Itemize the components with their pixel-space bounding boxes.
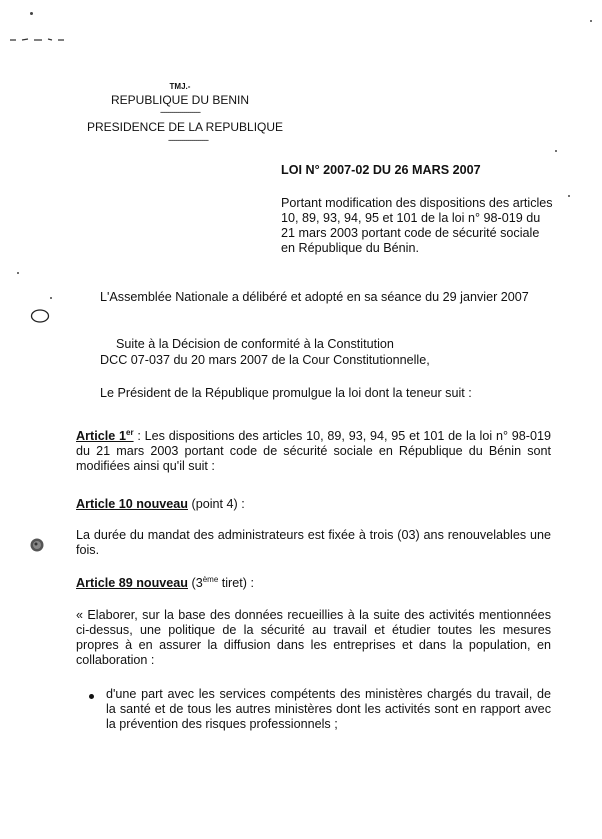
- scan-speck: [568, 195, 570, 197]
- header-country: REPUBLIQUE DU BENIN: [110, 93, 250, 107]
- scan-speck: [30, 12, 33, 15]
- article-10-heading-line: [76, 497, 376, 512]
- article-1-paragraph: [76, 429, 551, 474]
- scan-mark-top-left: [8, 30, 68, 36]
- header-separator: --------------------: [160, 107, 200, 117]
- article-89-bullet-item: d'une part avec les services compétents des ministères chargés du travail, de la santé et de tous les autres ministères dont les activités sont en rapport avec la prévention des risques professionnels ;: [106, 687, 551, 731]
- article-89-heading-line: Article 89 nouveau (3ème tiret) :: [76, 575, 254, 590]
- law-subject: Portant modification des dispositions des articles 10, 89, 93, 94, 95 et 101 de la loi n° 98-019 du 21 mars 2003 portant code de sécurité sociale en République du Bénin.: [281, 196, 553, 255]
- bullet-dot: [89, 694, 94, 699]
- punch-hole-mark: [30, 309, 50, 328]
- scan-speck: [555, 150, 557, 152]
- header-presidency: PRESIDENCE DE LA REPUBLIQUE: [86, 120, 284, 134]
- decision-line-2: DCC 07-037 du 20 mars 2007 de la Cour Constitutionnelle,: [100, 353, 430, 367]
- article-89-heading: Article 89 nouveau: [76, 576, 188, 590]
- article-10-text: La durée du mandat des administrateurs est fixée à trois (03) ans renouvelables une fois.: [76, 528, 551, 557]
- article-1-heading: Article 1er: [76, 428, 134, 443]
- article-10-heading: Article 10 nouveau: [76, 497, 188, 511]
- law-title: LOI N° 2007-02 DU 26 MARS 2007: [281, 163, 481, 177]
- article-1-text: : Les dispositions des articles 10, 89, 93, 94, 95 et 101 de la loi n° 98-019 du 21 mars 2003 portant code de sécurité sociale en République du Bénin sont modifiées ainsi qu'il suit :: [76, 429, 551, 473]
- article-89-text: « Elaborer, sur la base des données recueillies à la suite des activités mentionnées ci-dessus, une politique de la sécurité au travail et étudier toutes les mesures propres à en assurer la diffusion dans les entreprises et dans la population, en collaboration :: [76, 608, 551, 667]
- scan-speck: [50, 297, 52, 299]
- scan-speck: [17, 272, 19, 274]
- header-separator: --------------------: [168, 135, 208, 145]
- assembly-statement: L'Assemblée Nationale a délibéré et adopté en sa séance du 29 janvier 2007: [100, 290, 529, 304]
- header-tmj: TMJ.-: [169, 82, 191, 91]
- decision-line-1: Suite à la Décision de conformité à la Constitution: [116, 337, 394, 351]
- promulgation-statement: Le Président de la République promulgue la loi dont la teneur suit :: [100, 386, 472, 400]
- article-10-suffix: (point 4) :: [188, 497, 245, 511]
- scan-speck: [590, 20, 592, 22]
- ink-blot-mark: [29, 537, 45, 558]
